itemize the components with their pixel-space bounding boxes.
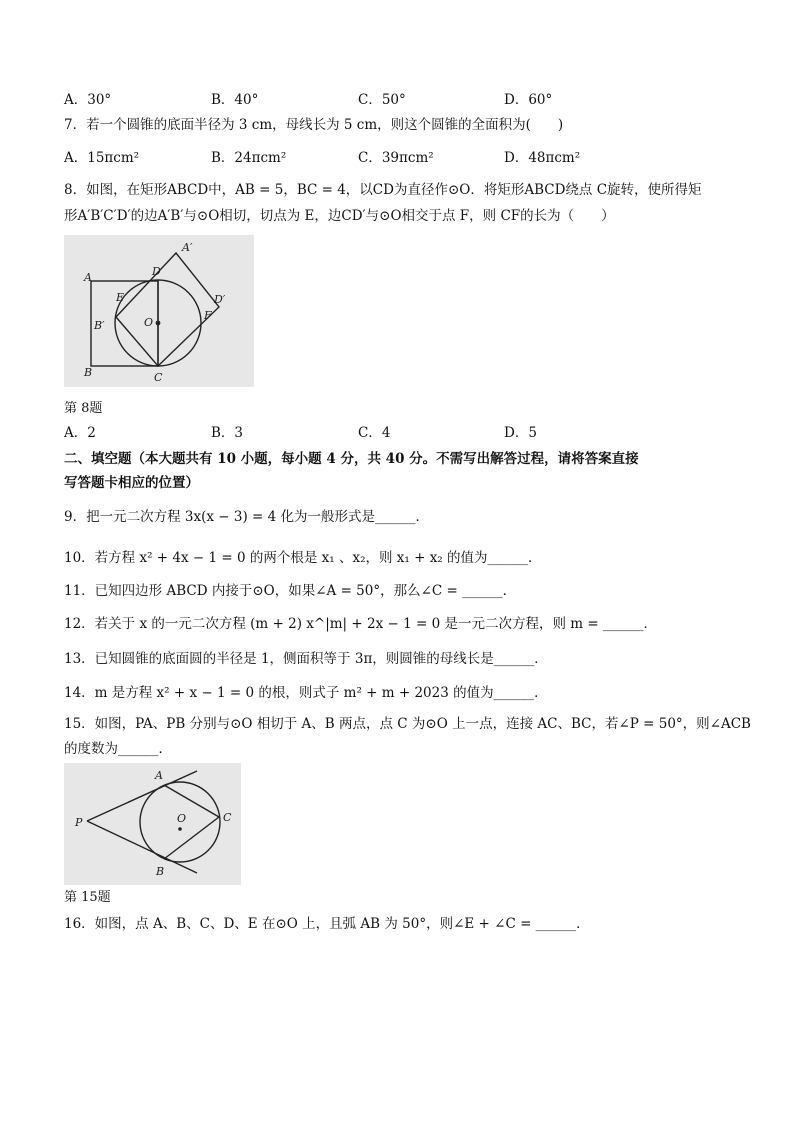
- center-o: [178, 827, 182, 831]
- q6-option-d: D．60°: [504, 92, 553, 108]
- q7-stem: 7．若一个圆锥的底面半径为 3 cm，母线长为 5 cm，则这个圆锥的全面积为( ): [64, 117, 564, 133]
- q15-figure-caption: 第 15题: [64, 890, 111, 905]
- label-d-prime: D′: [214, 293, 226, 306]
- label-a: A: [155, 769, 163, 782]
- q6-option-b: B．40°: [211, 92, 259, 108]
- q15-diagram: [64, 763, 241, 885]
- q8-option-b: B．3: [211, 425, 244, 441]
- label-c: C: [154, 371, 163, 384]
- label-o: O: [144, 316, 154, 329]
- center-o: [156, 321, 161, 326]
- section2-heading-line2: 写答题卡相应的位置）: [64, 475, 199, 491]
- label-b-prime: B′: [94, 319, 105, 332]
- q13: 13．已知圆锥的底面圆的半径是 1，侧面积等于 3π，则圆锥的母线长是______．: [64, 651, 548, 667]
- q9: 9．把一元二次方程 3x(x − 3) = 4 化为一般形式是______．: [64, 509, 429, 525]
- q7-option-c: C．39πcm²: [358, 150, 434, 166]
- q8-option-a: A．2: [64, 425, 96, 441]
- section2-heading-line1: 二、填空题（本大题共有 10 小题，每小题 4 分，共 40 分。不需写出解答过程，请将答案直接: [64, 451, 639, 467]
- label-e: E: [116, 291, 125, 304]
- label-a: A: [84, 271, 92, 284]
- q8-stem-line2: 形A′B′C′D′的边A′B′与⊙O相切，切点为 E，边CD′与⊙O相交于点 F，则 CF的长为（ ）: [64, 208, 615, 224]
- label-d: D: [152, 265, 161, 278]
- q7-option-d: D．48πcm²: [504, 150, 581, 166]
- label-b: B: [84, 366, 93, 379]
- q7-option-a: A．15πcm²: [64, 150, 140, 166]
- chord-ac: [164, 785, 219, 817]
- q14: 14．m 是方程 x² + x − 1 = 0 的根，则式子 m² + m + 2023 的值为______．: [64, 685, 548, 701]
- label-f: F: [204, 309, 212, 322]
- q8-figure: [64, 235, 254, 387]
- q12: 12．若关于 x 的一元二次方程 (m + 2) x^|m| + 2x − 1 = 0 是一元二次方程，则 m = ______．: [64, 616, 657, 632]
- q11: 11．已知四边形 ABCD 内接于⊙O，如果∠A = 50°，那么∠C = ______．: [64, 583, 517, 599]
- q8-option-d: D．5: [504, 425, 537, 441]
- q6-option-a: A．30°: [64, 92, 112, 108]
- label-b: B: [156, 865, 165, 878]
- q10: 10．若方程 x² + 4x − 1 = 0 的两个根是 x₁ 、x₂，则 x₁ + x₂ 的值为______．: [64, 550, 542, 566]
- q8-options: [64, 423, 664, 443]
- label-a-prime: A′: [182, 241, 193, 254]
- q8-stem-line1: 8．如图，在矩形ABCD中，AB = 5，BC = 4，以CD为直径作⊙O．将矩形ABCD绕点 C旋转，使所得矩: [64, 182, 702, 198]
- q15-stem-line1: 15．如图，PA、PB 分别与⊙O 相切于 A、B 两点，点 C 为⊙O 上一点，连接 AC、BC，若∠P = 50°，则∠ACB: [64, 716, 751, 732]
- label-c: C: [223, 811, 232, 824]
- q8-option-c: C．4: [358, 425, 391, 441]
- q15-stem-line2: 的度数为______．: [64, 741, 172, 757]
- chord-bc: [164, 817, 219, 859]
- q7-option-b: B．24πcm²: [211, 150, 287, 166]
- label-o: O: [177, 812, 187, 825]
- q7-options: [64, 148, 664, 168]
- q15-figure: [64, 763, 241, 885]
- q6-options: [64, 90, 664, 110]
- q6-option-c: C．50°: [358, 92, 406, 108]
- q16: 16．如图，点 A、B、C、D、E 在⊙O 上，且弧 AB 为 50°，则∠E + ∠C = ______．: [64, 916, 590, 932]
- q8-figure-caption: 第 8题: [64, 401, 103, 416]
- q8-diagram: [64, 235, 254, 387]
- label-p: P: [75, 816, 83, 829]
